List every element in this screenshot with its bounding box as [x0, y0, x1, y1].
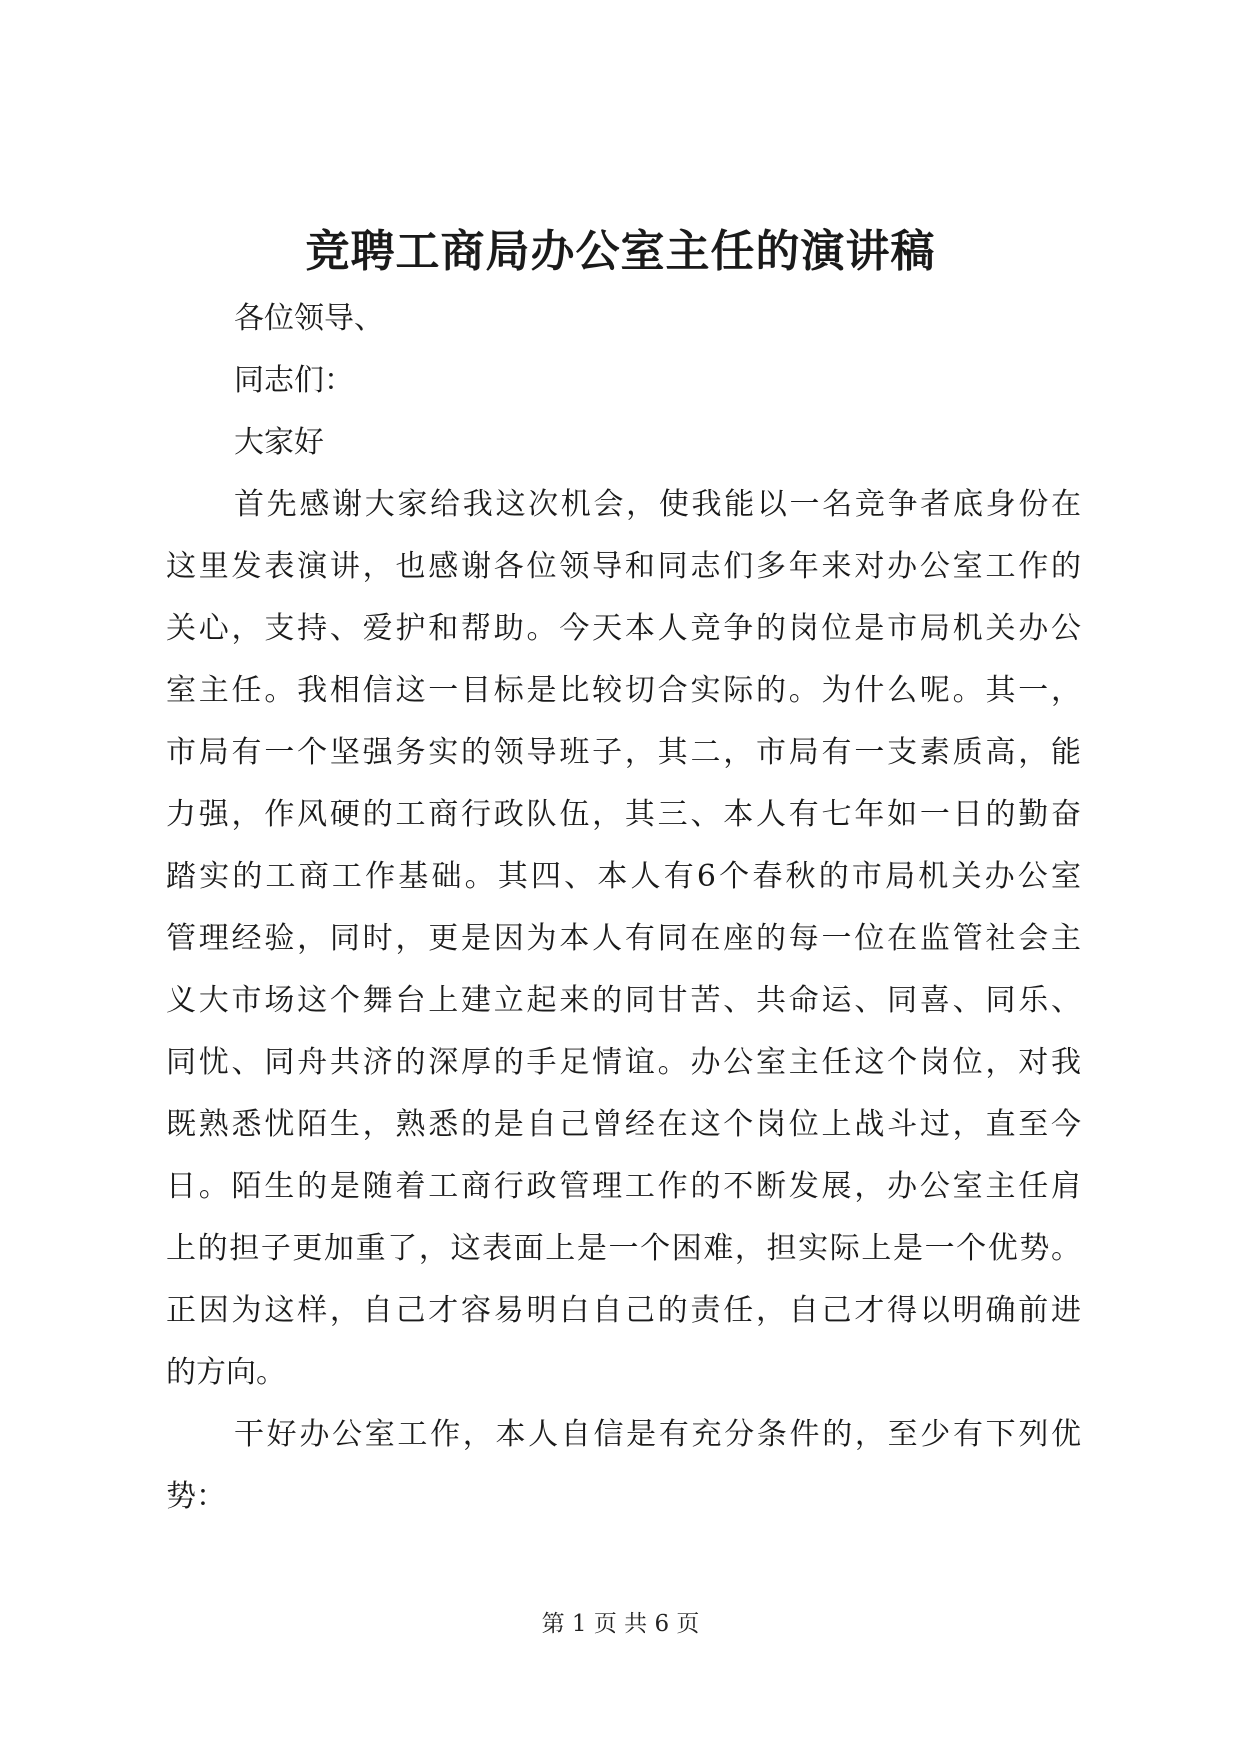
paragraph-1	[166, 474, 1081, 1404]
paragraph-line: 同忧、同舟共济的深厚的手足情谊。办公室主任这个岗位，对我	[166, 1045, 1081, 1080]
paragraph-line: 首先感谢大家给我这次机会，使我能以一名竞争者底身份在	[234, 487, 1081, 522]
paragraph-line: 力强，作风硬的工商行政队伍，其三、本人有七年如一日的勤奋	[166, 797, 1081, 832]
paragraph-2	[166, 1404, 1081, 1528]
document-body	[166, 288, 1081, 1528]
paragraph-line: 日。陌生的是随着工商行政管理工作的不断发展，办公室主任肩	[166, 1169, 1081, 1204]
document-title: 竞聘工商局办公室主任的演讲稿	[305, 226, 936, 277]
paragraph-line: 既熟悉忧陌生，熟悉的是自己曾经在这个岗位上战斗过，直至今	[166, 1107, 1081, 1142]
paragraph-line: 干好办公室工作，本人自信是有充分条件的，至少有下列优	[234, 1417, 1081, 1452]
page-footer: 第 1 页 共 6 页	[541, 1611, 700, 1637]
paragraph-line: 室主任。我相信这一目标是比较切合实际的。为什么呢。其一，	[166, 673, 1081, 708]
paragraph-line: 管理经验，同时，更是因为本人有同在座的每一位在监管社会主	[166, 921, 1081, 956]
greeting-line: 同志们：	[234, 363, 354, 398]
paragraph-line: 正因为这样，自己才容易明白自己的责任，自己才得以明确前进	[166, 1293, 1081, 1328]
paragraph-line: 市局有一个坚强务实的领导班子，其二，市局有一支素质高，能	[166, 735, 1081, 770]
paragraph-line: 这里发表演讲，也感谢各位领导和同志们多年来对办公室工作的	[166, 549, 1081, 584]
paragraph-line: 关心，支持、爱护和帮助。今天本人竞争的岗位是市局机关办公	[166, 611, 1081, 646]
paragraph-line: 上的担子更加重了，这表面上是一个困难，担实际上是一个优势。	[166, 1231, 1081, 1266]
greeting-line: 各位领导、	[234, 301, 384, 336]
greeting-line: 大家好	[234, 425, 324, 460]
paragraph-line: 的方向。	[166, 1355, 286, 1390]
paragraph-line: 义大市场这个舞台上建立起来的同甘苦、共命运、同喜、同乐、	[166, 983, 1081, 1018]
paragraph-line: 踏实的工商工作基础。其四、本人有6个春秋的市局机关办公室	[166, 859, 1081, 894]
paragraph-line: 势：	[166, 1479, 226, 1514]
